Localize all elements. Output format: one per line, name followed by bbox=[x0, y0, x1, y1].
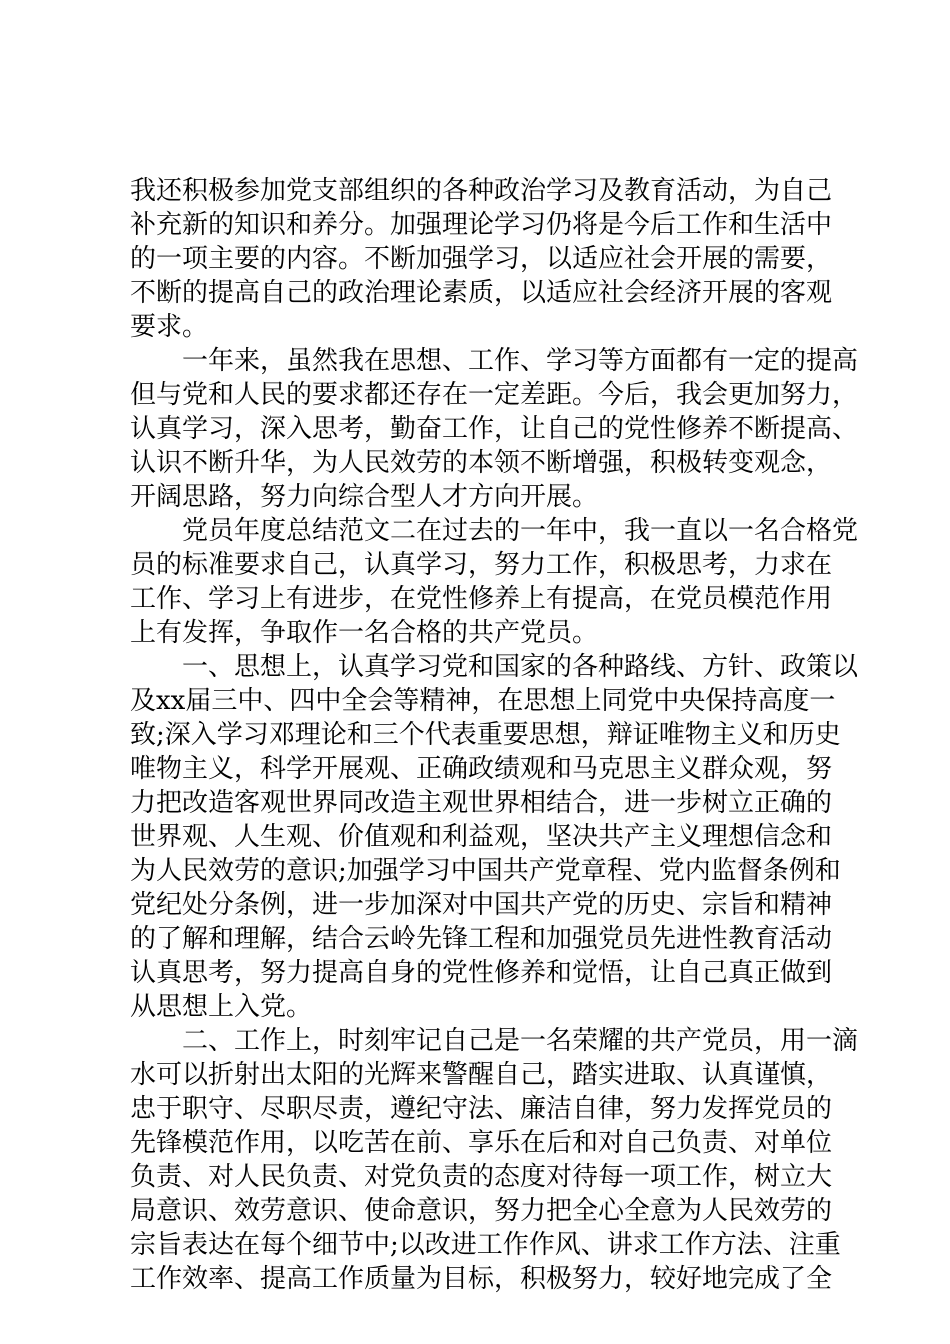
text-line: 宗旨表达在每个细节中;以改进工作作风、讲求工作方法、注重 bbox=[130, 1230, 841, 1260]
text-line: 致;深入学习邓理论和三个代表重要思想，辩证唯物主义和历史 bbox=[130, 720, 841, 750]
text-line: 唯物主义，科学开展观、正确政绩观和马克思主义群众观，努 bbox=[130, 754, 833, 784]
text-line: 局意识、效劳意识、使命意识，努力把全心全意为人民效劳的 bbox=[130, 1196, 833, 1226]
text-line: 负责、对人民负责、对党负责的态度对待每一项工作，树立大 bbox=[130, 1162, 833, 1192]
text-line: 为人民效劳的意识;加强学习中国共产党章程、党内监督条例和 bbox=[130, 856, 841, 886]
text-line: 认真学习，深入思考，勤奋工作，让自己的党性修养不断提高、 bbox=[130, 414, 859, 444]
text-line: 世界观、人生观、价值观和利益观，坚决共产主义理想信念和 bbox=[130, 822, 833, 852]
text-line: 开阔思路，努力向综合型人才方向开展。 bbox=[130, 482, 599, 512]
text-line: 力把改造客观世界同改造主观世界相结合，进一步树立正确的 bbox=[130, 788, 833, 818]
text-line: 的了解和理解，结合云岭先锋工程和加强党员先进性教育活动 bbox=[130, 924, 833, 954]
text-line: 要求。 bbox=[130, 312, 209, 342]
text-line: 忠于职守、尽职尽责，遵纪守法、廉洁自律，努力发挥党员的 bbox=[130, 1094, 833, 1124]
text-line: 先锋模范作用，以吃苦在前、享乐在后和对自己负责、对单位 bbox=[130, 1128, 833, 1158]
text-line: 员的标准要求自己，认真学习，努力工作，积极思考，力求在 bbox=[130, 550, 833, 580]
text-line: 认识不断升华，为人民效劳的本领不断增强，积极转变观念， bbox=[130, 448, 833, 478]
text-line: 不断的提高自己的政治理论素质，以适应社会经济开展的客观 bbox=[130, 278, 833, 308]
text-line: 从思想上入党。 bbox=[130, 992, 313, 1022]
text-line: 一、思想上，认真学习党和国家的各种路线、方针、政策以 bbox=[182, 652, 859, 682]
text-line: 党员年度总结范文二在过去的一年中，我一直以一名合格党 bbox=[182, 516, 859, 546]
text-line: 二、工作上，时刻牢记自己是一名荣耀的共产党员，用一滴 bbox=[182, 1026, 859, 1056]
text-line: 一年来，虽然我在思想、工作、学习等方面都有一定的提高 bbox=[182, 346, 859, 376]
text-line: 及xx届三中、四中全会等精神，在思想上同党中央保持高度一 bbox=[130, 686, 836, 716]
text-line: 工作、学习上有进步，在党性修养上有提高，在党员模范作用 bbox=[130, 584, 833, 614]
text-line: 但与党和人民的要求都还存在一定差距。今后，我会更加努力， bbox=[130, 380, 859, 410]
text-line: 我还积极参加党支部组织的各种政治学习及教育活动，为自己 bbox=[130, 176, 833, 206]
document-body bbox=[130, 174, 859, 1296]
text-line: 工作效率、提高工作质量为目标，积极努力，较好地完成了全 bbox=[130, 1264, 833, 1294]
text-line: 水可以折射出太阳的光辉来警醒自己，踏实进取、认真谨慎， bbox=[130, 1060, 833, 1090]
text-line: 党纪处分条例，进一步加深对中国共产党的历史、宗旨和精神 bbox=[130, 890, 833, 920]
text-line: 认真思考，努力提高自身的党性修养和觉悟，让自己真正做到 bbox=[130, 958, 833, 988]
text-line: 补充新的知识和养分。加强理论学习仍将是今后工作和生活中 bbox=[130, 210, 833, 240]
text-line: 的一项主要的内容。不断加强学习，以适应社会开展的需要， bbox=[130, 244, 833, 274]
text-line: 上有发挥，争取作一名合格的共产党员。 bbox=[130, 618, 599, 648]
